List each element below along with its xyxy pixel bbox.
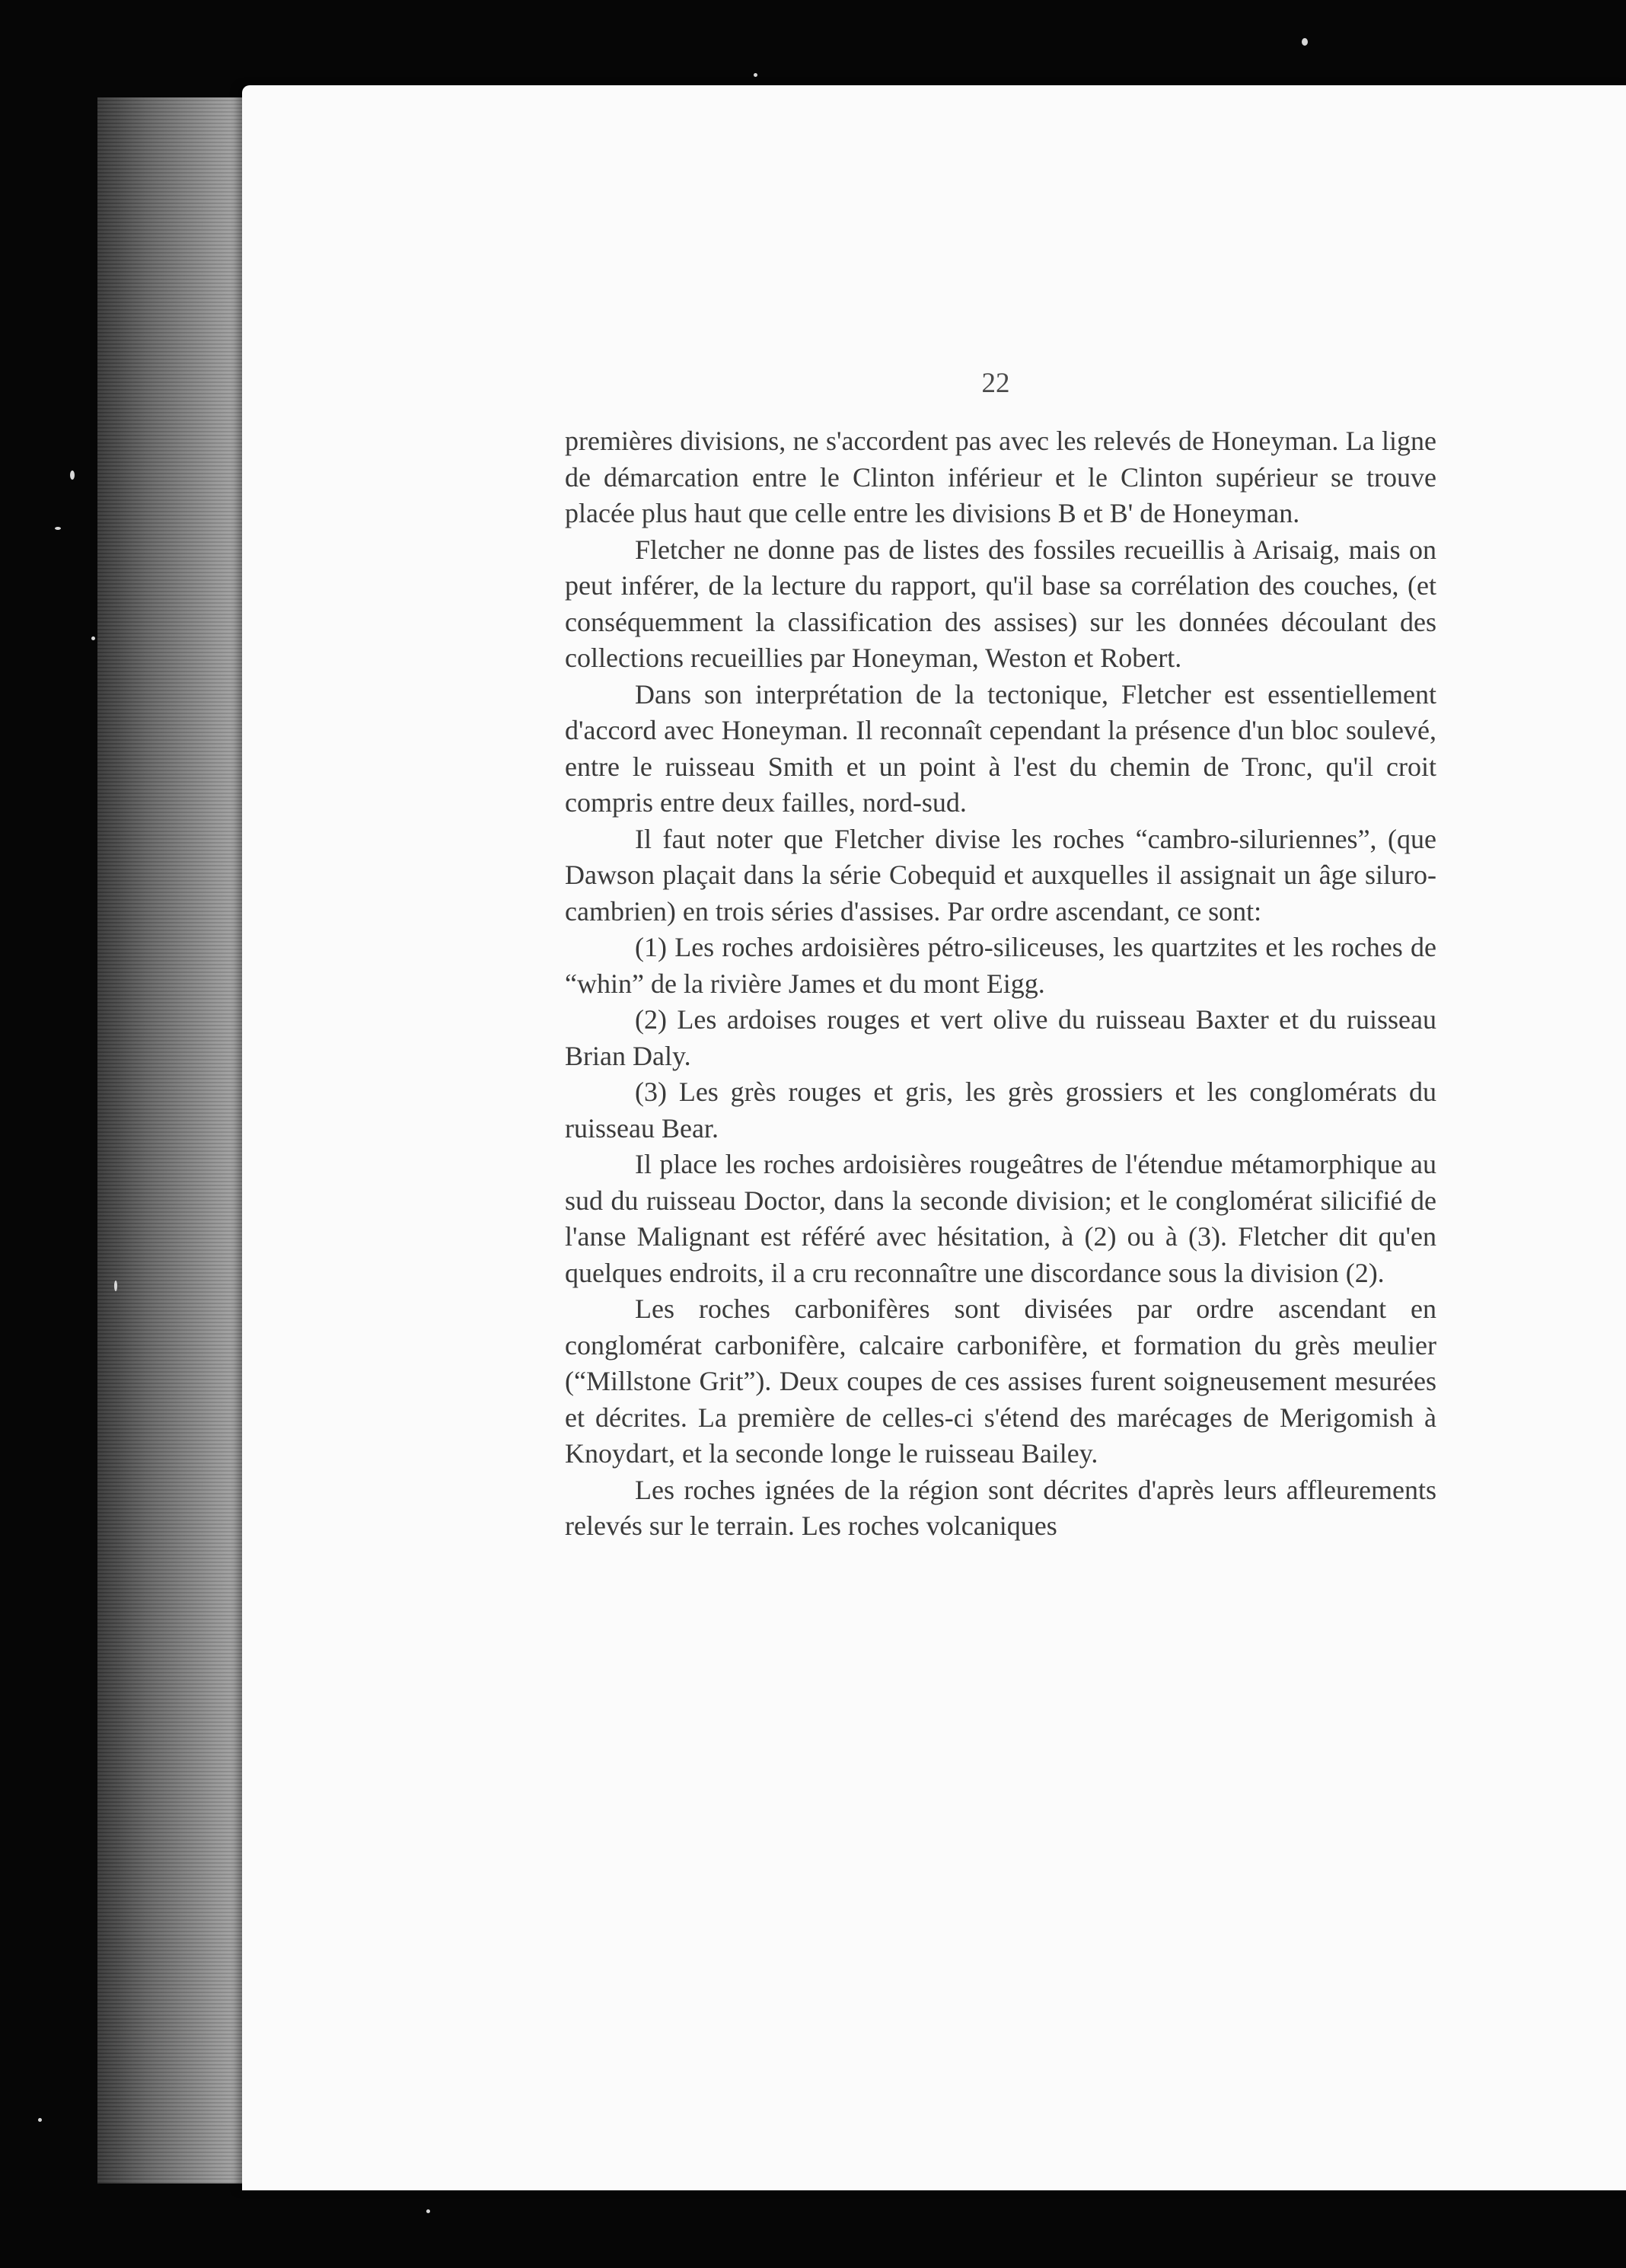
- list-item-paragraph: (2) Les ardoises rouges et vert olive du ruisseau Baxter et du ruisseau Brian Daly.: [565, 1004, 1436, 1071]
- page-body-text: [565, 423, 1436, 1545]
- paragraph: Il faut noter que Fletcher divise les roches “cambro-siluriennes”, (que Dawson plaçait dans la série Cobequid et auxquelles il assignait un âge siluro-cambrien) en trois séries d'assises. Par ordre ascendant, ce sont:: [565, 823, 1436, 927]
- paragraph: Les roches ignées de la région sont décrites d'après leurs affleurements relevés sur le terrain. Les roches volcaniques: [565, 1474, 1436, 1541]
- page-number: 22: [981, 368, 1010, 399]
- list-item-paragraph: (1) Les roches ardoisières pétro-siliceuses, les quartzites et les roches de “whin” de la rivière James et du mont Eigg.: [565, 932, 1436, 999]
- list-item-paragraph: (3) Les grès rouges et gris, les grès grossiers et les conglomérats du ruisseau Bear.: [565, 1077, 1436, 1144]
- paragraph: premières divisions, ne s'accordent pas avec les relevés de Honeyman. La ligne de démarcation entre le Clinton inférieur et le Clinton supérieur se trouve placée plus haut que celle entre les divisions B et B' de Honeyman.: [565, 426, 1436, 528]
- paragraph: Fletcher ne donne pas de listes des fossiles recueillis à Arisaig, mais on peut inférer, de la lecture du rapport, qu'il base sa corrélation des couches, (et conséquemment la classification des assises) sur les données découlant des collections recueillies par Honeyman, Weston et Robert.: [565, 534, 1436, 673]
- paragraph: Il place les roches ardoisières rougeâtres de l'étendue métamorphique au sud du ruisseau Doctor, dans la seconde division; et le conglomérat silicifié de l'anse Malignant est référé avec hésitation, à (2) ou à (3). Fletcher dit qu'en quelques endroits, il a cru reconnaître une discordance sous la division (2).: [565, 1149, 1436, 1288]
- book-spine-edge: [97, 97, 265, 2183]
- paragraph: Dans son interprétation de la tectonique, Fletcher est essentiellement d'accord avec Honeyman. Il reconnaît cependant la présence d'un bloc soulevé, entre le ruisseau Smith et un point à l'est du chemin de Tronc, qu'il croit compris entre deux failles, nord-sud.: [565, 678, 1436, 818]
- paragraph: Les roches carbonifères sont divisées par ordre ascendant en conglomérat carbonifère, calcaire carbonifère, et formation du grès meulier (“Millstone Grit”). Deux coupes de ces assises furent soigneusement mesurées et décrites. La première de celles-ci s'étend des marécages de Merigomish à Knoydart, et la seconde longe le ruisseau Bailey.: [565, 1293, 1436, 1469]
